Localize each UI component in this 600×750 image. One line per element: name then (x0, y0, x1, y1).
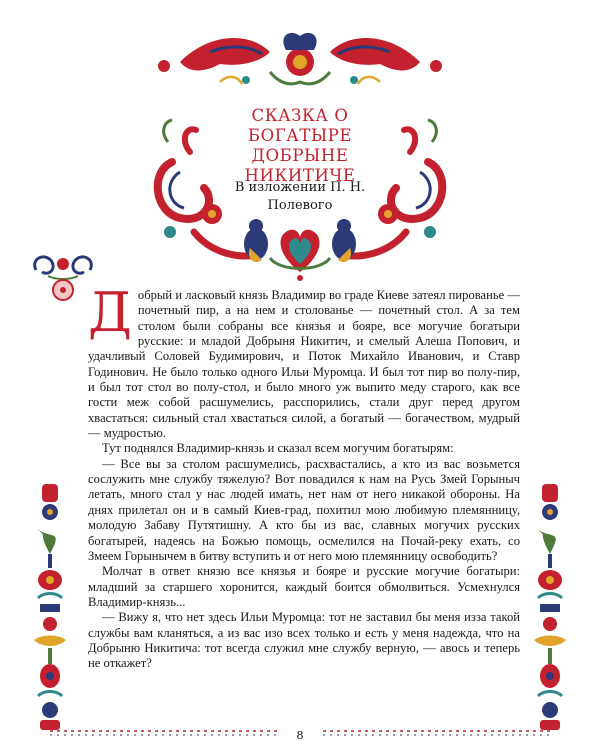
paragraph: — Все вы за столом расшумелись, расхвастались, а кто из вас возьмется сослужить мне службу тяжелую? Вот повадился к нам на Русь Змей Горыныч летать, много стал у нас людей имать, нет нам от него никакой обороны. На днях прилетал он и в самый Киев-град, похитил мою любимую племянницу, молодую Забаву Путятишну. А кто бы из вас, славных могучих русских богатырей, надеясь на Божью помощь, осмелился на Почай-реку ехать, со Змеем Горынычем в битву вступить и от него мою племянницу освободить? (88, 456, 520, 563)
retold-by: В изложении П. Н. Полевого (234, 180, 366, 213)
paragraph: Тут поднялся Владимир-князь и сказал всем могучим богатырям: (102, 441, 454, 456)
right-border-ornament (530, 484, 570, 732)
story-body (88, 281, 520, 672)
top-crest-flower (158, 33, 442, 84)
paragraph: — Вижу я, что нет здесь Ильи Муромца: тот не заставил бы меня изза такой службы вам кланяться, а из вас изо всех только и есть у меня надежда, что на Добрыню Никитича: тот всегда служил мне службу верную, — авось и теперь не откажет? (88, 610, 520, 671)
page-number: 8 (280, 728, 320, 742)
paragraph: Добрый и ласковый князь Владимир во граде Киеве затеял пированье — почетный пир, а на нем и столованье — почетный стол. А за тем столом были собраны все князья и бояре, все могучие богатыри русские: и младой Добрыня Никитич, и смелый Алеша Попович, и удачливый Соловей Будимирович, и Поток Михайло Иванович, и Ставр Годинович. Не было только одного Ильи Муромца. И был тот пир во полу-пир, и был тот стол во полу-стол, и было много уж выпито меду старого, как все гости меж собой расшумелись, расспорились, стали друг перед другом хвастаться: сильный стал хвастаться силой, а богатый — богачеством, мудрый — мудростью. (88, 281, 520, 441)
paragraph: Молчат в ответ князю все князья и бояре и русские могучие богатыри: младший за старшего хоронится, каждый боится обмолвиться. Усмехнулся Владимир-князь... (88, 564, 520, 609)
left-border-ornament (30, 484, 70, 732)
drop-cap: Д (88, 281, 132, 344)
story-title: СКАЗКА О БОГАТЫРЕ ДОБРЫНЕ НИКИТИЧЕ (244, 106, 356, 185)
bottom-birds (244, 219, 356, 281)
